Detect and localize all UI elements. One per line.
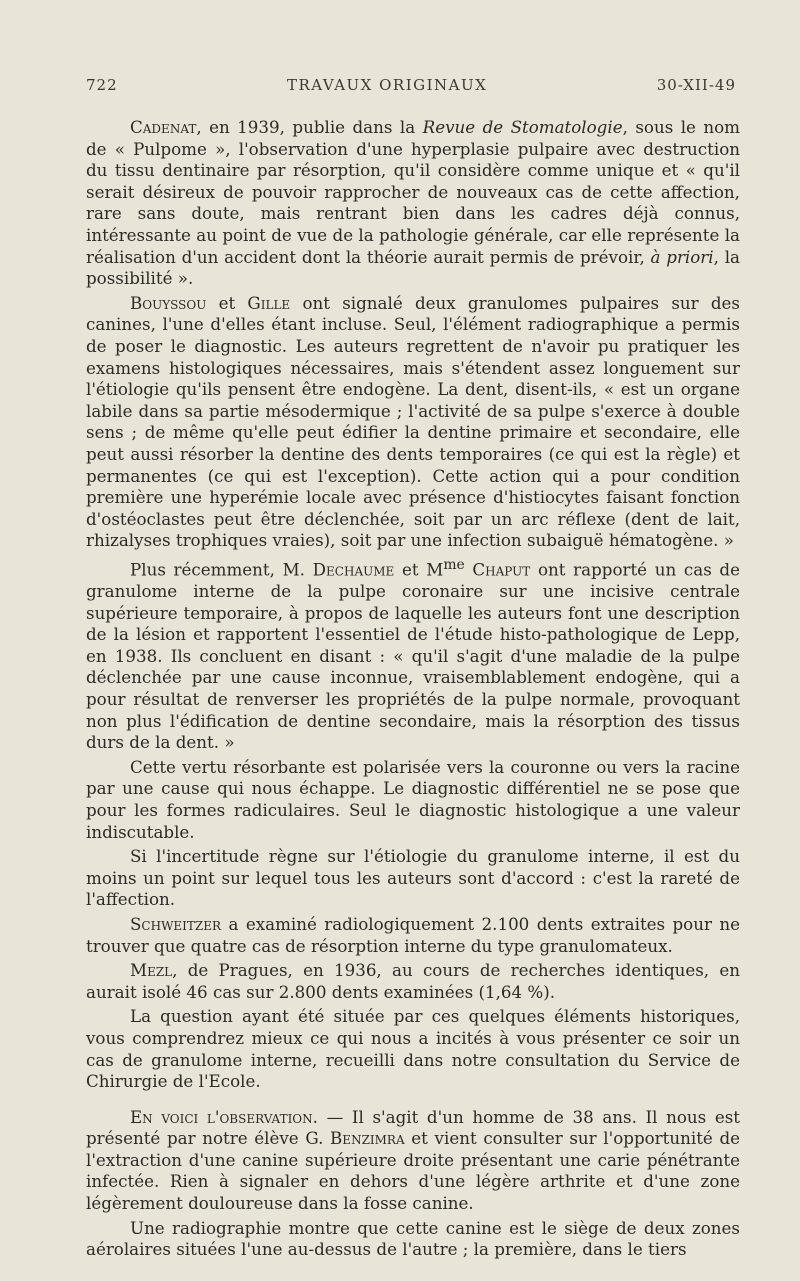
author-name: Benzimra bbox=[330, 1128, 405, 1149]
text-run: , la possibilité ». bbox=[86, 246, 740, 289]
author-name: Bouyssou bbox=[130, 292, 207, 313]
text-run: , en 1939, publie dans la bbox=[196, 117, 423, 137]
running-header bbox=[86, 76, 736, 94]
page-number: 722 bbox=[86, 76, 118, 94]
text-run: — Il s'agit d'un homme de 38 ans. Il nous est présenté par notre élève G. bbox=[86, 1106, 740, 1149]
text-run: et bbox=[206, 292, 248, 313]
text-run: Plus récemment, M. bbox=[130, 559, 313, 580]
issue-date: 30-XII-49 bbox=[656, 76, 736, 94]
text-run: a examiné radiologiquement 2.100 dents extraites pour ne trouver que quatre cas de résorption interne du type granulomateux. bbox=[86, 913, 740, 956]
author-name: Cadenat bbox=[130, 117, 197, 137]
paragraph-observation bbox=[86, 1107, 740, 1215]
author-name: Gille bbox=[247, 292, 291, 313]
paragraph-radiographie: Une radiographie montre que cette canine est le siège de deux zones aérolaires situées l'une au-dessus de l'autre ; la première, dans le tiers bbox=[86, 1217, 740, 1260]
author-name: Schweitzer bbox=[130, 913, 222, 934]
running-title: TRAVAUX ORIGINAUX bbox=[287, 76, 488, 94]
article-body bbox=[86, 117, 740, 1264]
superscript: me bbox=[443, 556, 465, 573]
paragraph-cadenat bbox=[86, 117, 740, 290]
paragraph-schweitzer bbox=[86, 914, 740, 957]
journal-title: Revue de Stomatologie bbox=[422, 117, 623, 137]
italic-term: à priori bbox=[650, 246, 714, 267]
paragraph-dechaume bbox=[86, 555, 740, 754]
author-name: Dechaume bbox=[312, 559, 395, 580]
text-run: , sous le nom de « Pulpome », l'observation d'une hyperplasie pulpaire avec destruction du tissu dentinaire par résorption, qu'il considère comme unique et « qu'il serait désireux de pouvoir rapprocher de nouveaux cas de cette affection, rare sans doute, mais rentrant bien dans les cadres déjà connus, intéressante au point de vue de la pathologie générale, car elle représente la réalisation d'un accident dont la théorie aurait permis de prévoir, bbox=[86, 117, 740, 267]
paragraph-question: La question ayant été située par ces quelques éléments historiques, vous comprendrez mieux ce qui nous a incités à vous présenter ce soir un cas de granulome interne, recueilli dans notre consultation du Service de Chirurgie de l'Ecole. bbox=[86, 1006, 740, 1092]
paragraph-bouyssou bbox=[86, 293, 740, 552]
paragraph-resorbante: Cette vertu résorbante est polarisée vers la couronne ou vers la racine par une cause qui nous échappe. Le diagnostic différentiel ne se pose que pour les formes radiculaires. Seul le diagnostic histologique a une valeur indiscutable. bbox=[86, 756, 740, 842]
author-name: Mezl bbox=[130, 960, 173, 981]
text-run: , de Pragues, en 1936, au cours de recherches identiques, en aurait isolé 46 cas sur 2.800 dents examinées (1,64 %). bbox=[86, 960, 740, 1002]
text-run: et M bbox=[394, 559, 444, 580]
paragraph-mezl bbox=[86, 960, 740, 1003]
text-run: ont signalé deux granulomes pulpaires sur des canines, l'une d'elles étant incluse. Seul, l'élément radiographique a permis de poser le diagnostic. Les auteurs regrettent de n'avoir pu pratiquer les examens histologiques nécessaires, mais s'étendent assez longuement sur l'étiologie qu'ils pensent être endogène. La dent, disent-ils, « est un organe labile dans sa partie mésodermique ; l'activité de sa pulpe s'exerce à double sens ; de même qu'elle peut édifier la dentine primaire et secondaire, elle peut aussi résorber la dentine des dents temporaires (ce qui est la règle) et permanentes (ce qui est l'exception). Cette action qui a pour condition première une hyperémie locale avec présence d'histiocytes faisant fonction d'ostéoclastes peut être déclenchée, soit par un arc réflexe (dent de lait, rhizalyses trophiques vraies), soit par une infection subaiguë hématogène. » bbox=[86, 292, 740, 551]
text-run: ont rapporté un cas de granulome interne de la pulpe coronaire sur une incisive centrale supérieure temporaire, à propos de laquelle les auteurs font une description de la lésion et rapportent l'essentiel de l'étude histo-pathologique de Lepp, en 1938. Ils concluent en disant : « qu'il s'agit d'une maladie de la pulpe déclenchée par une cause inconnue, vraisemblablement endogène, qui a pour résultat de renverser les propriétés de la pulpe normale, provoquant non plus l'édification de dentine secondaire, mais la résorption des tissus durs de la dent. » bbox=[86, 559, 740, 753]
section-heading: En voici l'observation. bbox=[130, 1106, 318, 1127]
author-name: Chaput bbox=[464, 559, 531, 580]
paragraph-incertitude: Si l'incertitude règne sur l'étiologie du granulome interne, il est du moins un point sur lequel tous les auteurs sont d'accord : c'est la rareté de l'affection. bbox=[86, 846, 740, 910]
text-run: et vient consulter sur l'opportunité de l'extraction d'une canine supérieure droite présentant une carie pénétrante infectée. Rien à signaler en dehors d'une légère arthrite et d'une zone légèrement douloureuse dans la fosse canine. bbox=[86, 1128, 740, 1214]
